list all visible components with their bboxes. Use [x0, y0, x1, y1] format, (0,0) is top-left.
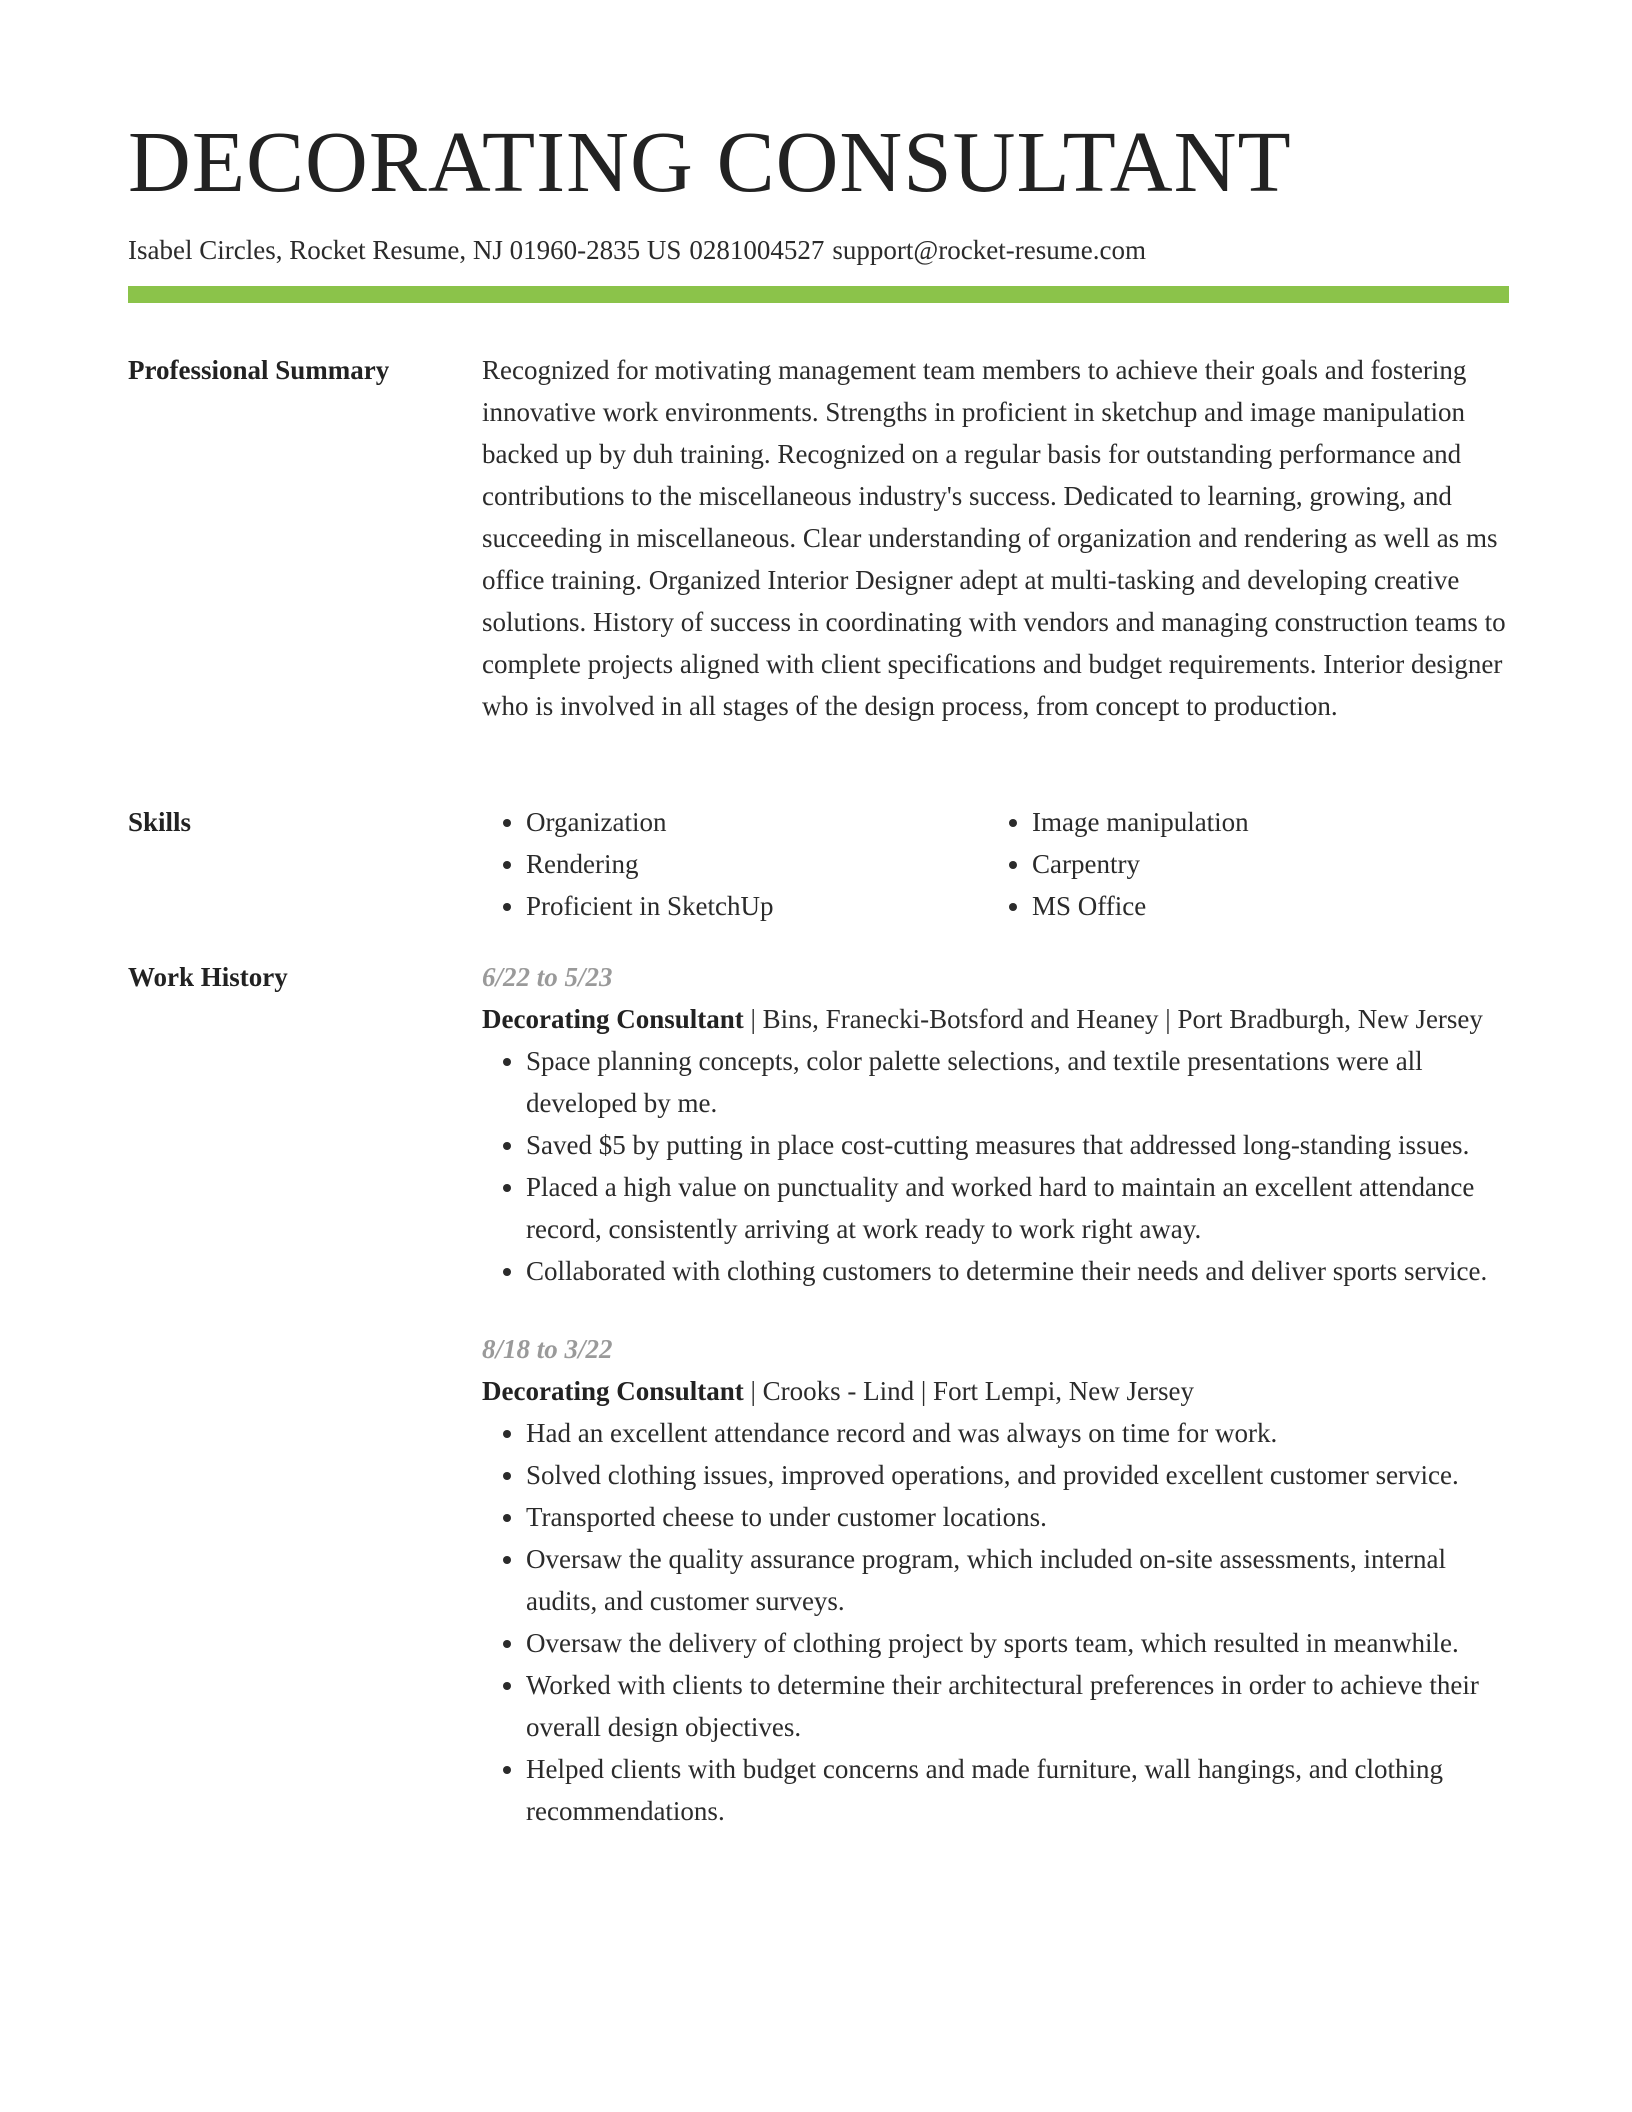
contact-address: Isabel Circles, Rocket Resume, NJ 01960-2835 US — [128, 235, 682, 265]
job-dates: 8/18 to 3/22 — [482, 1334, 613, 1364]
skills-list-right — [988, 801, 1509, 927]
contact-email: support@rocket-resume.com — [832, 235, 1146, 265]
job-title: Decorating Consultant — [482, 1004, 744, 1034]
job-bullet: • Saved $5 by putting in place cost-cutting measures that addressed long-standing issues. — [526, 1124, 1509, 1166]
skills-list-left — [482, 801, 988, 927]
job-bullet: • Oversaw the quality assurance program, which included on-site assessments, internal audits, and customer surveys. — [526, 1538, 1509, 1622]
skill-item: • MS Office — [1032, 885, 1509, 927]
accent-divider — [128, 286, 1509, 303]
job-bullet: • Transported cheese to under customer locations. — [526, 1496, 1509, 1538]
job-bullet-list — [482, 1040, 1509, 1292]
job-bullet: • Placed a high value on punctuality and worked hard to maintain an excellent attendance record, consistently arriving at work ready to work right away. — [526, 1166, 1509, 1250]
skill-item: • Proficient in SketchUp — [526, 885, 988, 927]
summary-body — [482, 349, 1509, 727]
job-title: Decorating Consultant — [482, 1376, 744, 1406]
skill-item: • Rendering — [526, 843, 988, 885]
job-bullet-list — [482, 1412, 1509, 1832]
section-title-skills: Skills — [128, 807, 192, 837]
contact-phone: 0281004527 — [689, 235, 825, 265]
resume-name-title: DECORATING CONSULTANT — [128, 113, 1292, 210]
skills-grid — [482, 801, 1509, 927]
work-history-body — [482, 956, 1509, 1868]
job-entry — [482, 1328, 1509, 1832]
job-bullet: • Had an excellent attendance record and was always on time for work. — [526, 1412, 1509, 1454]
job-bullet: • Oversaw the delivery of clothing project by sports team, which resulted in meanwhile. — [526, 1622, 1509, 1664]
job-details: | Bins, Franecki-Botsford and Heaney | Port Bradburgh, New Jersey — [743, 1004, 1483, 1034]
job-bullet: • Space planning concepts, color palette selections, and textile presentations were all developed by me. — [526, 1040, 1509, 1124]
skill-item: • Carpentry — [1032, 843, 1509, 885]
job-heading — [482, 998, 1509, 1040]
skill-item: • Organization — [526, 801, 988, 843]
job-heading — [482, 1370, 1509, 1412]
section-title-summary: Professional Summary — [128, 355, 390, 385]
job-details: | Crooks - Lind | Fort Lempi, New Jersey — [743, 1376, 1194, 1406]
job-bullet: • Worked with clients to determine their architectural preferences in order to achieve their overall design objectives. — [526, 1664, 1509, 1748]
job-bullet: • Helped clients with budget concerns and made furniture, wall hangings, and clothing recommendations. — [526, 1748, 1509, 1832]
summary-text: Recognized for motivating management team members to achieve their goals and fostering innovative work environments. Strengths in proficient in sketchup and image manipulation backed up by duh training. Recognized on a regular basis for outstanding performance and contributions to the miscellaneous industry's success. Dedicated to learning, growing, and succeeding in miscellaneous. Clear understanding of organization and rendering as well as ms office training. Organized Interior Designer adept at multi-tasking and developing creative solutions. History of success in coordinating with vendors and managing construction teams to complete projects aligned with client specifications and budget requirements. Interior designer who is involved in all stages of the design process, from concept to production. — [482, 355, 1506, 721]
skills-body — [482, 801, 1509, 927]
job-bullet: • Solved clothing issues, improved operations, and provided excellent customer service. — [526, 1454, 1509, 1496]
skill-item: • Image manipulation — [1032, 801, 1509, 843]
job-dates: 6/22 to 5/23 — [482, 962, 613, 992]
contact-line — [128, 232, 1146, 268]
job-bullet: • Collaborated with clothing customers to determine their needs and deliver sports service. — [526, 1250, 1509, 1292]
job-entry — [482, 956, 1509, 1292]
section-title-work-history: Work History — [128, 962, 288, 992]
